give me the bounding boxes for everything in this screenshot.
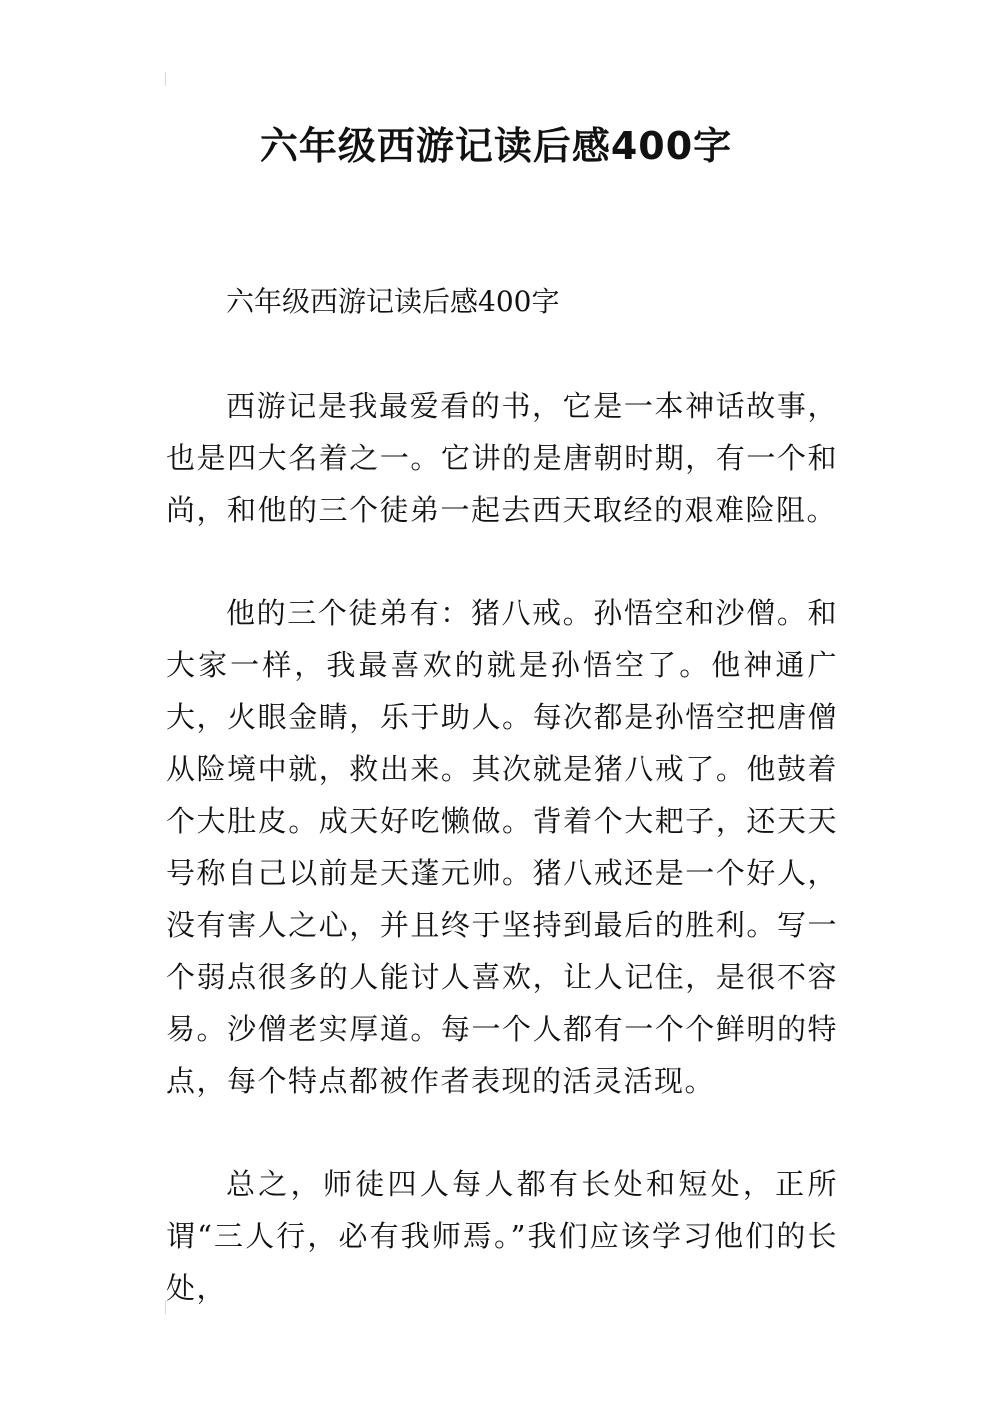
paragraph-1: 西游记是我最爱看的书，它是一本神话故事，也是四大名着之一。它讲的是唐朝时期，有一个和尚，和他的三个徒弟一起去西天取经的艰难险阻。 (166, 389, 838, 527)
margin-mark-bottom (165, 1300, 166, 1314)
document-title: 六年级西游记读后感400字 (259, 124, 733, 168)
paragraph-2: 他的三个徒弟有：猪八戒。孙悟空和沙僧。和大家一样，我最喜欢的就是孙悟空了。他神通广大，火眼金睛，乐于助人。每次都是孙悟空把唐僧从险境中就，救出来。其次就是猪八戒了。他鼓着个大肚皮。成天好吃懒做。背着个大耙子，还天天号称自己以前是天蓬元帅。猪八戒还是一个好人，没有害人之心，并且终于坚持到最后的胜利。写一个弱点很多的人能讨人喜欢，让人记住，是很不容易。沙僧老实厚道。每一个人都有一个个鲜明的特点，每个特点都被作者表现的活灵活现。 (166, 596, 838, 1098)
margin-mark-top (165, 72, 166, 86)
document-subtitle: 六年级西游记读后感400字 (226, 285, 560, 318)
paragraph-3: 总之，师徒四人每人都有长处和短处，正所谓“三人行，必有我师焉。”我们应该学习他们的长处， (166, 1167, 838, 1305)
